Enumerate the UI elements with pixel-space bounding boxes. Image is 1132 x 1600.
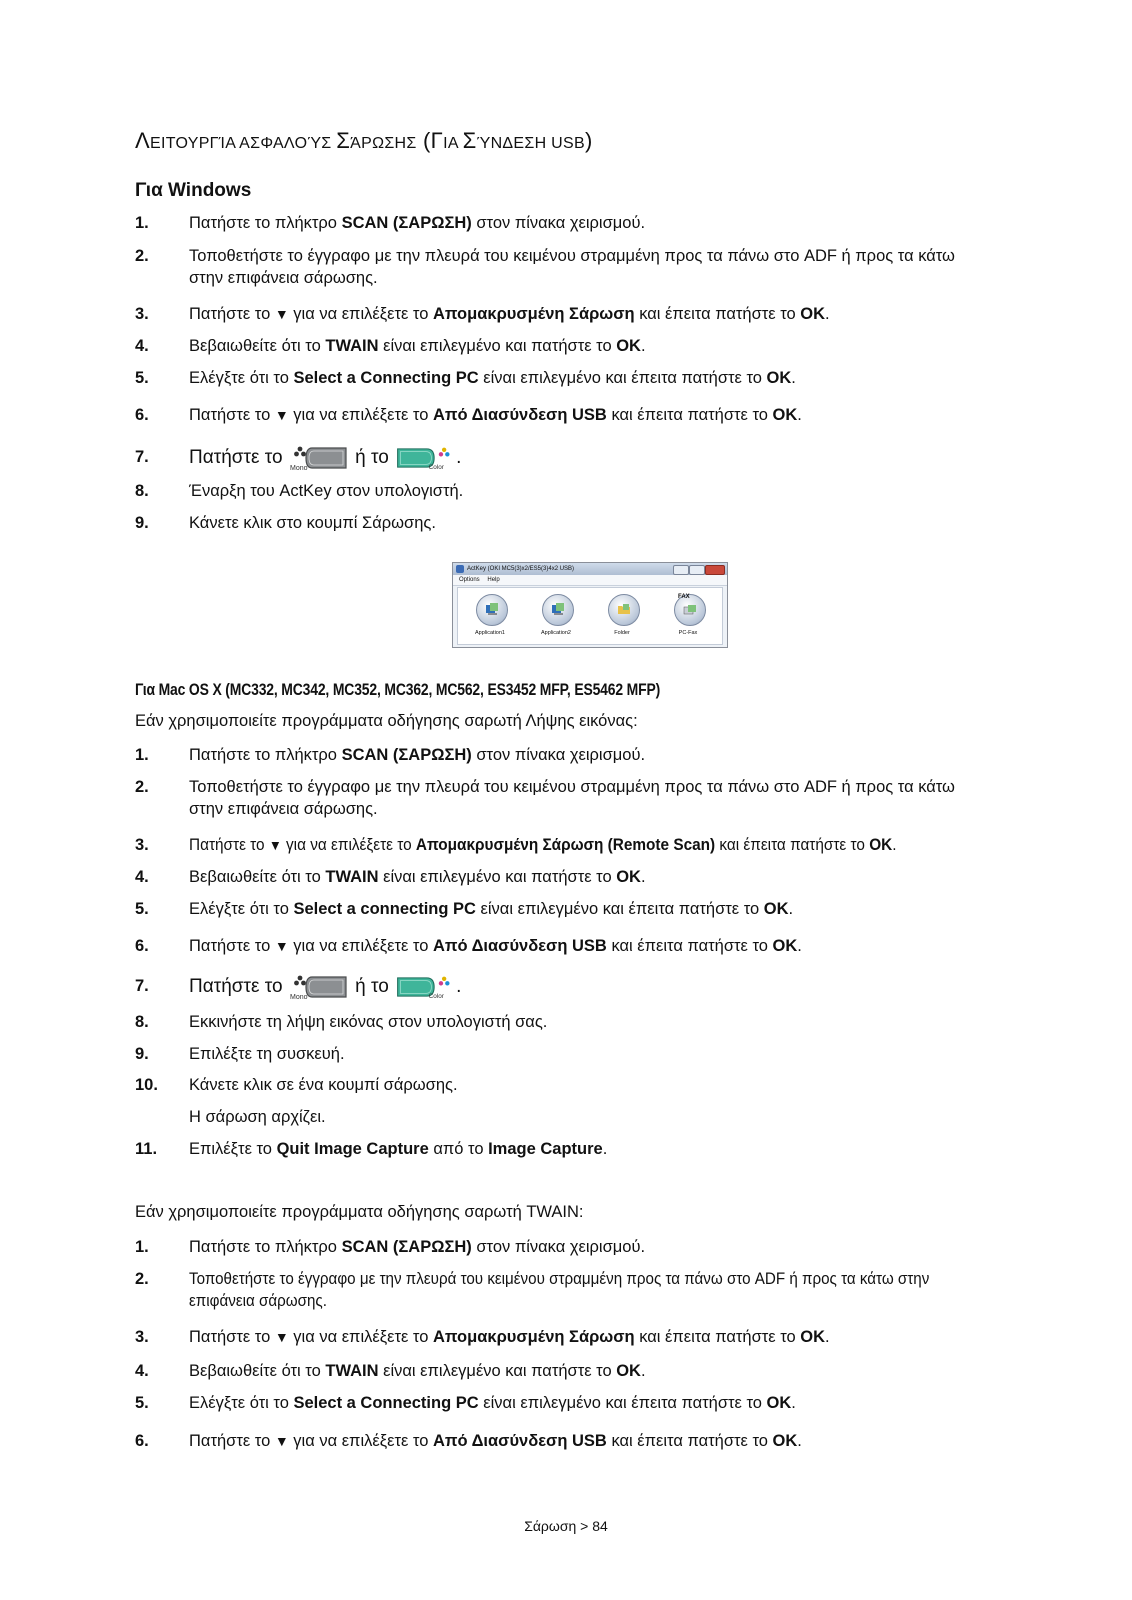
down-arrow-icon: ▼ xyxy=(274,1433,289,1449)
mac-intro-image-capture: Εάν χρησιμοποιείτε προγράμματα οδήγησης σαρωτή Λήψης εικόνας: xyxy=(135,712,638,730)
down-arrow-icon: ▼ xyxy=(274,407,289,423)
down-arrow-icon: ▼ xyxy=(274,938,289,954)
mac-title: Για Mac OS X (MC332, MC342, MC352, MC362, MC562, ES3452 MFP, ES5462 MFP) xyxy=(135,680,661,699)
scan-to-application-icon xyxy=(476,594,508,626)
menu-item-help[interactable]: Help xyxy=(487,577,500,583)
app-icon xyxy=(456,565,464,573)
heading-part: ΕΙΤΟΥΡΓΊΑ ΑΣΦΑΛΟΎΣ xyxy=(150,135,337,152)
folder-button[interactable]: Folder xyxy=(592,592,652,642)
mono-label: Mono xyxy=(289,465,308,472)
application1-button[interactable]: Application1 xyxy=(460,592,520,642)
scan-to-folder-icon xyxy=(608,594,640,626)
down-arrow-icon: ▼ xyxy=(274,1329,289,1345)
page-footer: Σάρωση > 84 xyxy=(524,1518,608,1534)
actkey-window-screenshot xyxy=(452,562,728,648)
close-icon[interactable] xyxy=(705,565,725,575)
down-arrow-icon: ▼ xyxy=(274,306,289,322)
window-client xyxy=(457,587,723,645)
color-label: Color xyxy=(428,463,444,471)
heading-part: ΆΡΩΣΗΣ xyxy=(350,135,417,152)
window-titlebar xyxy=(453,563,727,575)
color-button-icon xyxy=(394,973,456,1001)
application2-button[interactable]: Application2 xyxy=(526,592,586,642)
mono-label: Mono xyxy=(289,994,308,1001)
windows-title: Για Windows xyxy=(135,180,252,201)
pc-fax-button[interactable]: FAX PC-Fax xyxy=(658,592,718,642)
menu-item-options[interactable]: Options xyxy=(459,577,480,583)
mono-button-icon xyxy=(288,973,350,1001)
down-arrow-icon: ▼ xyxy=(268,837,282,853)
heading-part: ) xyxy=(584,128,593,153)
color-button-icon xyxy=(394,444,456,472)
menu-bar xyxy=(453,575,727,586)
minimize-icon[interactable] xyxy=(673,565,689,575)
mono-button-icon xyxy=(288,444,350,472)
scan-to-application-icon xyxy=(542,594,574,626)
maximize-icon[interactable] xyxy=(689,565,705,575)
heading-part: Σ xyxy=(336,128,351,153)
heading-part: ΎΝΔΕΣΗ xyxy=(476,135,552,152)
heading-part: Γ xyxy=(430,128,444,153)
fax-badge: FAX xyxy=(678,594,690,600)
heading-part: Σ xyxy=(462,128,477,153)
heading-part: ( xyxy=(416,128,431,153)
section-heading xyxy=(135,128,593,154)
document-page: ΛΕΙΤΟΥΡΓΊΑ ΑΣΦΑΛΟΎΣ ΣΆΡΩΣΗΣ (ΓΙΑ ΣΎΝΔΕΣΗ USB) Για Windows 1. Πατήστε το πλήκτρο SCAN (ΣΑΡΩΣΗ) στον πίνακα χειρισμού. 2. Τοποθετήστε το έγγραφο με την πλευρά του κειμένου στραμμένη προς τα πάνω στο ADF ή προς τα κάτω στην επιφάνεια σάρωσης. 3. Πατήστε το ▼ για να επιλέξετε το Απομακρυσμένη Σάρωση και έπειτα πατήστε το OK. 4. Βεβαιωθείτε ότι το TWAIN είναι επιλεγμένο και πατήστε το OK. 5. Ελέγξτε ότι το Select a Connecting PC είναι επιλεγμένο και έπειτα πατήστε το OK. 6. Πατήστε το ▼ για να επιλέξετε το Από Διασύνδεση USB και έπειτα πατήστε το OK. 7. Πατήστε το Mono ή το Color . 8. Έναρξη του ActKey στον υπολογιστή. 9. Κάνετε κλικ στο κουμπί Σάρωσης. ActKey (OKI MC5(3)x2/ES5(3)4x2 USB) Options Help Application1 Application2 Folder FAX PC-Fax Για Mac OS X (MC332, MC342, MC352, MC362, MC562, ES3452 MFP, ES5462 MFP) Εάν χρησιμοποιείτε προγράμματα οδήγησης σαρωτή Λήψης εικόνας: 1. Πατήστε το πλήκτρο SCAN (ΣΑΡΩΣΗ) στον πίνακα χειρισμού. 2. Τοποθετήστε το έγγραφο με την πλευρά του κειμένου στραμμένη προς τα πάνω στο ADF ή προς τα κάτω στην επιφάνεια σάρωσης. 3. Πατήστε το ▼ για να επιλέξετε το Απομακρυσμένη Σάρωση (Remote Scan) και έπειτα πατήστε το OK. 4. Βεβαιωθείτε ότι το TWAIN είναι επιλεγμένο και πατήστε το OK. 5. Ελέγξτε ότι το Select a connecting PC είναι επιλεγμένο και έπειτα πατήστε το OK. 6. Πατήστε το ▼ για να επιλέξετε το Από Διασύνδεση USB και έπειτα πατήστε το OK. 7. Πατήστε το Mono ή το Color . 8. Εκκινήστε τη λήψη εικόνας στον υπολογιστή σας. 9. Επιλέξτε τη συσκευή. 10. Κάνετε κλικ σε ένα κουμπί σάρωσης. Η σάρωση αρχίζει. 11. Επιλέξτε το Quit Image Capture από το Image Capture. Εάν χρησιμοποιείτε προγράμματα οδήγησης σαρωτή TWAIN: 1. Πατήστε το πλήκτρο SCAN (ΣΑΡΩΣΗ) στον πίνακα χειρισμού. 2. Τοποθετήστε το έγγραφο με την πλευρά του κειμένου στραμμένη προς τα πάνω στο ADF ή προς τα κάτω στην επιφάνεια σάρωσης. 3. Πατήστε το ▼ για να επιλέξετε το Απομακρυσμένη Σάρωση και έπειτα πατήστε το OK. 4. Βεβαιωθείτε ότι το TWAIN είναι επιλεγμένο και πατήστε το OK. 5. Ελέγξτε ότι το Select a Connecting PC είναι επιλεγμένο και έπειτα πατήστε το OK. 6. Πατήστε το ▼ για να επιλέξετε το Από Διασύνδεση USB και έπειτα πατήστε το OK. Σάρωση > 84 xyxy=(0,0,1132,1600)
window-title: ActKey (OKI MC5(3)x2/ES5(3)4x2 USB) xyxy=(467,566,575,572)
color-label: Color xyxy=(428,992,444,1000)
mac-intro-twain: Εάν χρησιμοποιείτε προγράμματα οδήγησης σαρωτή TWAIN: xyxy=(135,1203,584,1221)
heading-part: Λ xyxy=(135,128,150,153)
heading-part: ΙΑ xyxy=(443,135,463,152)
heading-part: USB xyxy=(551,135,585,152)
